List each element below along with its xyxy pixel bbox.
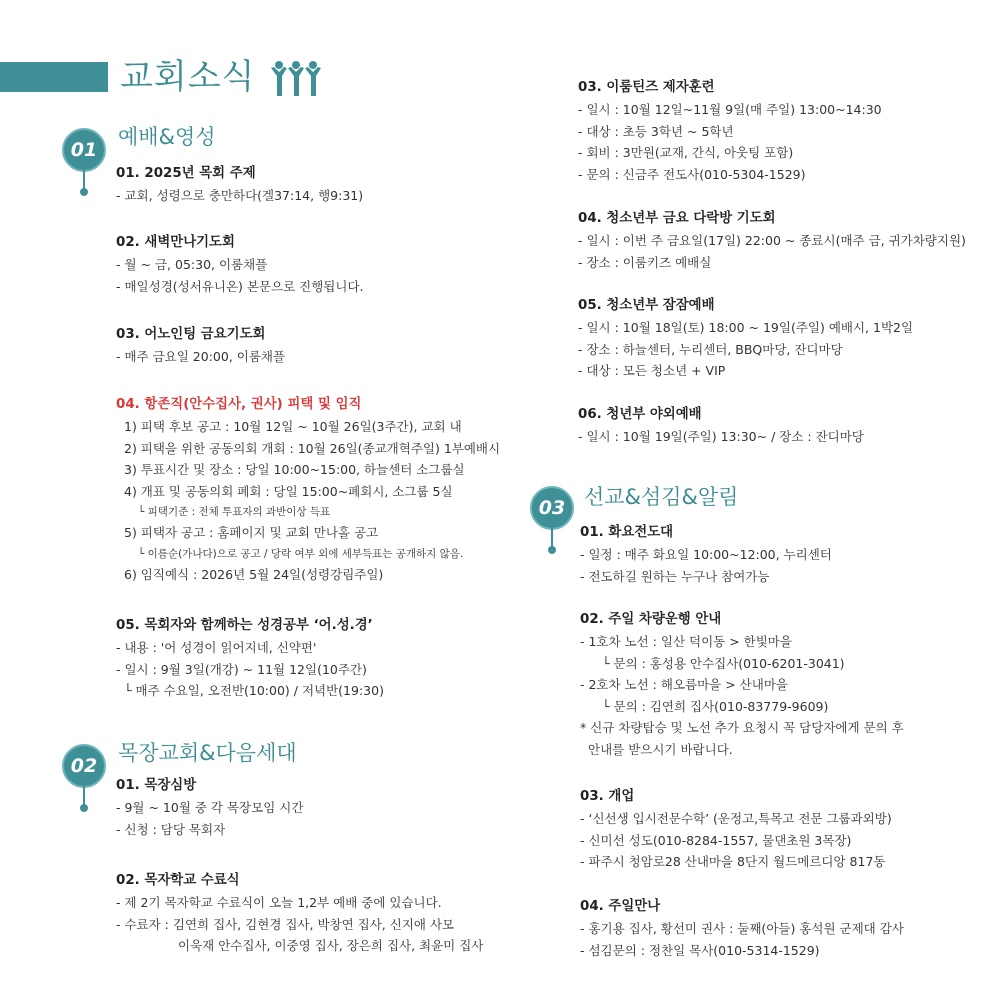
item-line: 이욱재 안수집사, 이중영 집사, 장은희 집사, 최윤미 집사 — [178, 938, 484, 953]
item-heading: 01. 목장심방 — [116, 778, 197, 793]
news-item — [578, 296, 913, 382]
item-line: - 일시 : 10월 18일(토) 18:00 ~ 19일(주일) 예배시, 1박2일 — [578, 320, 914, 335]
section-badge-02 — [62, 744, 108, 790]
item-heading: 05. 목회자와 함께하는 성경공부 ‘어.성.경’ — [116, 618, 373, 633]
news-item — [116, 325, 285, 368]
section-badge-03 — [530, 486, 576, 532]
news-item — [116, 776, 303, 840]
item-line: └ 매주 수요일, 오전반(10:00) / 저녁반(19:30) — [124, 683, 384, 698]
item-heading: 06. 청년부 야외예배 — [578, 407, 702, 422]
item-line: - 장소 : 이룸키즈 예배실 — [578, 254, 712, 270]
item-line: 3) 투표시간 및 장소 : 당일 10:00~15:00, 하늘센터 소그룹실 — [124, 462, 465, 477]
item-line: - 제 2기 목자학교 수료식이 오늘 1,2부 예배 중에 있습니다. — [116, 895, 442, 910]
page-title: 교회소식 — [120, 57, 256, 97]
people-icon — [270, 60, 322, 98]
item-heading: 02. 주일 차량운행 안내 — [580, 612, 722, 627]
news-item — [580, 897, 904, 961]
item-line: - 일시 : 10월 19일(주일) 13:30~ / 장소 : 잔디마당 — [578, 429, 864, 444]
item-line: - 대상 : 초등 3학년 ~ 5학년 — [578, 123, 734, 139]
item-line: - ‘신선생 입시전문수학’ (운정고,특목고 전문 그룹과외방) — [580, 811, 892, 826]
section-number: 01 — [62, 128, 106, 172]
section-title: 목장교회&다음세대 — [118, 741, 297, 765]
item-heading: 04. 청소년부 금요 다락방 기도회 — [578, 211, 776, 226]
item-line: - 섬김문의 : 정찬일 목사(010-5314-1529) — [580, 942, 820, 958]
item-line: - 9월 ~ 10월 중 각 목장모임 시간 — [116, 800, 304, 815]
item-line: 6) 임직예식 : 2026년 5월 24일(성령강림주일) — [124, 566, 384, 582]
item-line: - 내용 : '어 성경이 읽어지네, 신약편' — [116, 640, 317, 655]
item-line: - 전도하길 원하는 누구나 참여가능 — [580, 568, 770, 584]
item-heading: 02. 새벽만나기도회 — [116, 235, 235, 250]
item-heading: 04. 주일만나 — [580, 899, 661, 914]
item-heading: 03. 개업 — [580, 789, 635, 804]
item-line: - 신미선 성도(010-8284-1557, 물댄초원 3목장) — [580, 832, 852, 848]
item-line: - 파주시 청암로28 산내마을 8단지 월드메르디앙 817동 — [580, 854, 886, 869]
news-item — [116, 395, 500, 585]
item-line: - 홍기용 집사, 황선미 권사 : 둘째(아들) 홍석원 군제대 감사 — [580, 921, 904, 936]
item-line: └ 문의 : 김연희 집사(010-83779-9609) — [602, 698, 829, 714]
section-number: 03 — [530, 486, 574, 530]
item-heading: 05. 청소년부 잠잠예배 — [578, 298, 715, 313]
item-heading: 04. 항존직(안수집사, 권사) 피택 및 임직 — [116, 397, 362, 412]
item-line: - 교회, 성령으로 충만하다(겔37:14, 행9:31) — [116, 188, 364, 203]
item-line: - 1호차 노선 : 일산 덕이동 > 한빛마을 — [580, 634, 792, 649]
news-item — [116, 871, 483, 957]
news-item — [578, 209, 966, 273]
news-item — [116, 233, 364, 297]
item-line: - 문의 : 신금주 전도사(010-5304-1529) — [578, 166, 806, 182]
item-line: - 일시 : 이번 주 금요일(17일) 22:00 ~ 종료시(매주 금, 귀가차량지원) — [578, 233, 966, 248]
news-item — [116, 616, 384, 702]
item-line: 4) 개표 및 공동의회 폐회 : 당일 15:00~폐회시, 소그룹 5실 — [124, 483, 453, 499]
item-line: - 장소 : 하늘센터, 누리센터, BBQ마당, 잔디마당 — [578, 341, 843, 357]
item-heading: 03. 어노인팅 금요기도회 — [116, 327, 266, 342]
item-heading: 02. 목자학교 수료식 — [116, 873, 240, 888]
section-title: 예배&영성 — [118, 125, 216, 149]
badge-connector — [83, 170, 85, 192]
item-note: └ 피택기준 : 전체 투표자의 과반이상 득표 — [138, 506, 331, 518]
news-item — [580, 523, 832, 587]
item-line: └ 문의 : 홍성용 안수집사(010-6201-3041) — [602, 655, 845, 671]
item-note: └ 이름순(가나다)으로 공고 / 당락 여부 외에 세부득표는 공개하지 않음. — [138, 547, 464, 560]
news-item — [578, 78, 882, 185]
news-item — [580, 787, 892, 873]
item-heading: 01. 2025년 목회 주제 — [116, 166, 256, 181]
news-item — [116, 164, 363, 207]
item-line: 5) 피택자 공고 : 홈페이지 및 교회 만나홀 공고 — [124, 525, 379, 540]
section-title: 선교&섬김&알림 — [584, 485, 739, 509]
item-line: - 일정 : 매주 화요일 10:00~12:00, 누리센터 — [580, 547, 832, 562]
item-line: * 신규 차량탑승 및 노선 추가 요청시 꼭 담당자에게 문의 후 — [580, 720, 904, 735]
header-accent-bar — [0, 62, 108, 92]
item-line: 2) 피택을 위한 공동의회 개회 : 10월 26일(종교개혁주일) 1부예배시 — [124, 440, 501, 456]
item-line: 안내를 받으시기 바랍니다. — [588, 741, 733, 757]
badge-connector — [551, 528, 553, 550]
section-badge-01 — [62, 128, 108, 174]
item-line: - 매주 금요일 20:00, 이룸채플 — [116, 349, 286, 364]
item-line: - 신청 : 담당 목회자 — [116, 821, 226, 837]
item-line: 1) 피택 후보 공고 : 10월 12일 ~ 10월 26일(3주간), 교회 내 — [124, 419, 462, 434]
item-line: - 일시 : 9월 3일(개강) ~ 11월 12일(10주간) — [116, 661, 367, 677]
news-item — [580, 610, 904, 760]
item-heading: 01. 화요전도대 — [580, 525, 674, 540]
badge-connector — [83, 786, 85, 808]
news-item — [578, 405, 864, 448]
item-heading: 03. 이룸틴즈 제자훈련 — [578, 80, 715, 95]
item-line: - 월 ~ 금, 05:30, 이룸채플 — [116, 257, 268, 272]
section-number: 02 — [62, 744, 106, 788]
item-line: - 2호차 노선 : 해오름마을 > 산내마을 — [580, 677, 788, 692]
item-line: - 대상 : 모든 청소년 + VIP — [578, 363, 726, 378]
item-line: - 수료자 : 김연희 집사, 김현경 집사, 박창연 집사, 신지애 사모 — [116, 916, 455, 932]
item-line: - 일시 : 10월 12일~11월 9일(매 주일) 13:00~14:30 — [578, 102, 882, 117]
item-line: - 매일성경(성서유니온) 본문으로 진행됩니다. — [116, 278, 364, 294]
item-line: - 회비 : 3만원(교재, 간식, 아웃팅 포함) — [578, 145, 794, 160]
